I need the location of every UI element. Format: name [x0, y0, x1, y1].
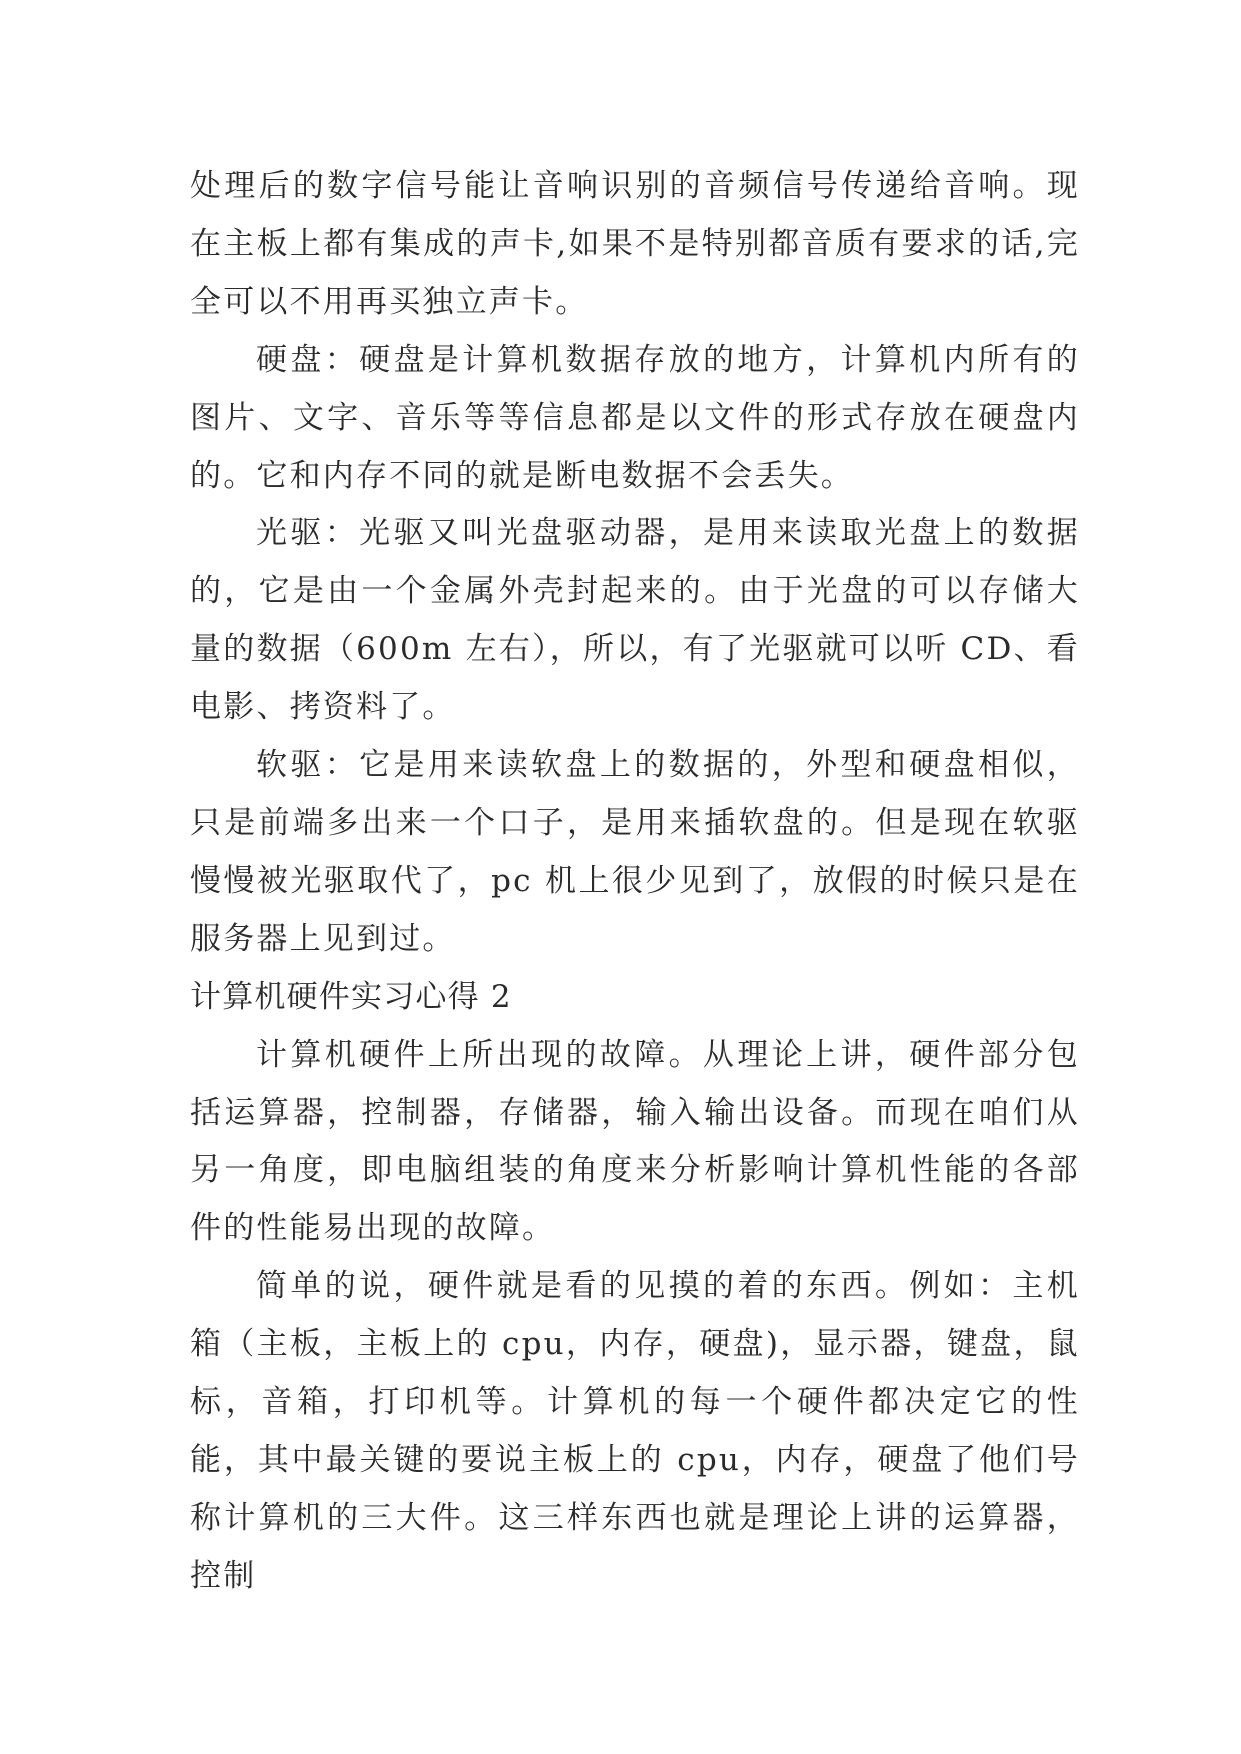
paragraph-hard-disk: 硬盘：硬盘是计算机数据存放的地方，计算机内所有的图片、文字、音乐等等信息都是以文件的形式存放在硬盘内的。它和内存不同的就是断电数据不会丢失。 — [190, 341, 1080, 494]
document-body — [190, 158, 1080, 1606]
paragraph-floppy-drive: 软驱：它是用来读软盘上的数据的，外型和硬盘相似，只是前端多出来一个口子，是用来插软盘的。但是现在软驱慢慢被光驱取代了，pc 机上很少见到了，放假的时候只是在服务器上见到过。 — [190, 747, 1080, 957]
paragraph-hardware-faults: 计算机硬件上所出现的故障。从理论上讲，硬件部分包括运算器，控制器，存储器，输入输出设备。而现在咱们从另一角度，即电脑组装的角度来分析影响计算机性能的各部件的性能易出现的故障。 — [190, 1036, 1080, 1247]
paragraph-sound-card-continued: 处理后的数字信号能让音响识别的音频信号传递给音响。现在主板上都有集成的声卡,如果不是特别都音质有要求的话,完全可以不用再买独立声卡。 — [190, 168, 1080, 320]
paragraph-hardware-definition: 简单的说，硬件就是看的见摸的着的东西。例如：主机箱（主板，主板上的 cpu，内存，硬盘)，显示器，键盘，鼠标，音箱，打印机等。计算机的每一个硬件都决定它的性能，其中最关键的要说主板上的 cpu，内存，硬盘了他们号称计算机的三大件。这三样东西也就是理论上讲的运算器，控制 — [190, 1268, 1080, 1594]
paragraph-optical-drive: 光驱：光驱又叫光盘驱动器，是用来读取光盘上的数据的，它是由一个金属外壳封起来的。由于光盘的可以存储大量的数据（600m 左右），所以，有了光驱就可以听 CD、看电影、拷资料了。 — [190, 515, 1080, 726]
section-heading: 计算机硬件实习心得 2 — [190, 978, 512, 1015]
